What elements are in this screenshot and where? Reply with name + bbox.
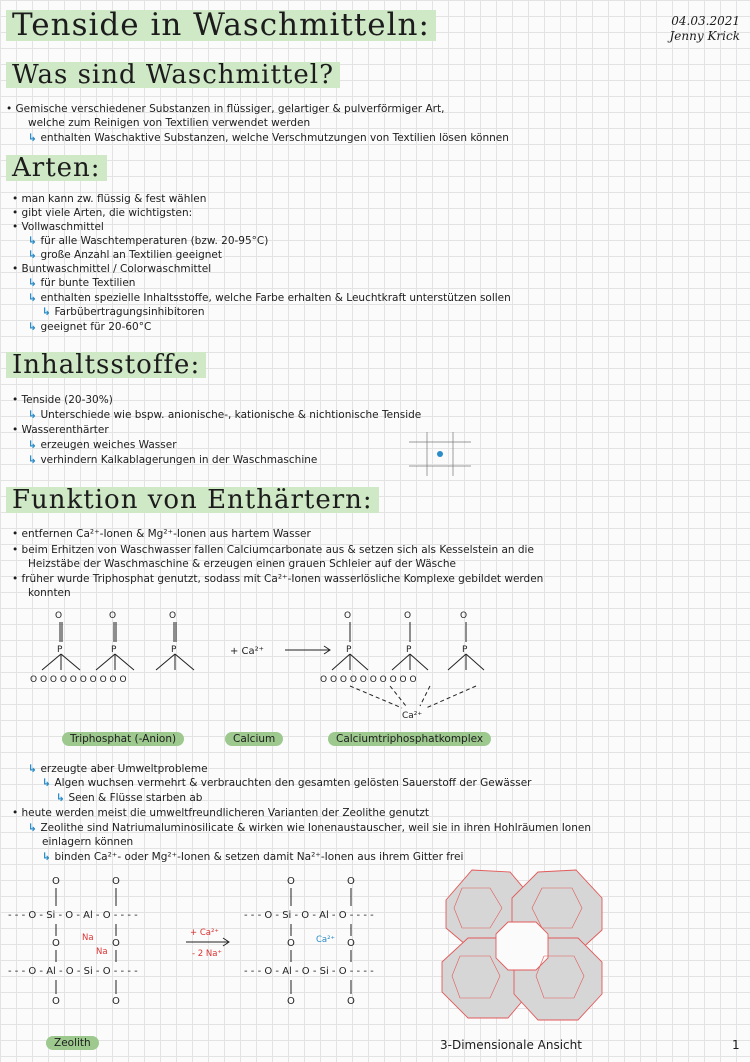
text-line: • Tenside (20-30%) <box>12 393 113 408</box>
svg-text:- - - O - Al - O - Si - O - -: - - - O - Al - O - Si - O - - - - <box>8 966 138 977</box>
text-line: • heute werden meist die umweltfreundlicheren Varianten der Zeolithe genutzt <box>12 806 429 821</box>
sodium-ion-label: Na <box>96 947 108 957</box>
text-line: ↳ Seen & Flüsse starben ab <box>56 791 202 806</box>
text-line: Heizstäbe der Waschmaschine & erzeugen einen grauen Schleier auf der Wäsche <box>28 558 456 570</box>
text-line: einlagern können <box>42 836 134 848</box>
zeolite-3d-illustration <box>432 858 612 1028</box>
date-block <box>630 14 740 44</box>
text-line: welche zum Reinigen von Textilien verwendet werden <box>28 117 311 129</box>
svg-text:- - - O - Si - O - Al - O - -: - - - O - Si - O - Al - O - - - - <box>8 910 138 921</box>
text-line: • Wasserenthärter <box>12 423 109 438</box>
page-title: Tenside in Waschmitteln: <box>6 10 436 41</box>
text-line: ↳ geeignet für 20-60°C <box>28 320 151 335</box>
svg-text:P: P <box>57 645 63 655</box>
calcium-ion-label: Ca²⁺ <box>316 935 336 945</box>
date: 04.03.2021 <box>671 14 740 28</box>
svg-text:O: O <box>52 996 60 1007</box>
svg-text:O: O <box>347 876 355 887</box>
svg-text:P: P <box>346 645 352 655</box>
label-calciumtriphosphatkomplex: Calciumtriphosphatkomplex <box>328 732 491 746</box>
text-line: ↳ enthalten Waschaktive Substanzen, welche Verschmutzungen von Textilien lösen können <box>28 131 509 146</box>
svg-text:- - - O - Si - O - Al - O - -: - - - O - Si - O - Al - O - - - - <box>244 910 374 921</box>
label-calcium: Calcium <box>225 732 283 746</box>
arrow-bottom-label: - 2 Na⁺ <box>192 949 222 959</box>
text-line: ↳ große Anzahl an Textilien geeignet <box>28 248 222 263</box>
text-line: • beim Erhitzen von Waschwasser fallen Calciumcarbonate aus & setzen sich als Kesselstein an die <box>12 543 534 558</box>
product-ion-label: Ca²⁺ <box>402 711 423 721</box>
text-line: ↳ erzeugte aber Umweltprobleme <box>28 762 208 777</box>
svg-text:O: O <box>287 996 295 1007</box>
svg-text:O: O <box>344 611 352 621</box>
text-line: ↳ verhindern Kalkablagerungen in der Waschmaschine <box>28 453 317 468</box>
svg-text:O O O O O O O O O O: O O O O O O O O O O <box>320 675 417 685</box>
svg-text:O O O O O O O O O O: O O O O O O O O O O <box>30 675 127 685</box>
text-line: • entfernen Ca²⁺-Ionen & Mg²⁺-Ionen aus hartem Wasser <box>12 527 311 542</box>
small-zeolite-sketch <box>405 428 475 480</box>
svg-text:O: O <box>52 938 60 949</box>
svg-text:O: O <box>169 611 177 621</box>
text-line: konnten <box>28 587 71 599</box>
text-line: ↳ Unterschiede wie bspw. anionische-, kationische & nichtionische Tenside <box>28 408 421 423</box>
label-triphosphat: Triphosphat (-Anion) <box>62 732 184 746</box>
label-3d-ansicht: 3-Dimensionale Ansicht <box>440 1038 582 1052</box>
svg-text:P: P <box>111 645 117 655</box>
heading-funktion-von-enthaertern: Funktion von Enthärtern: <box>6 487 379 513</box>
text-line: ↳ Algen wuchsen vermehrt & verbrauchten den gesamten gelösten Sauerstoff der Gewässer <box>42 776 531 791</box>
svg-text:O: O <box>404 611 412 621</box>
svg-text:O: O <box>109 611 117 621</box>
heading-was-sind-waschmittel: Was sind Waschmittel? <box>6 62 340 88</box>
heading-arten: Arten: <box>6 155 107 181</box>
svg-text:O: O <box>55 611 63 621</box>
label-zeolith: Zeolith <box>46 1036 99 1050</box>
svg-text:O: O <box>52 876 60 887</box>
heading-inhaltsstoffe: Inhaltsstoffe: <box>6 352 206 378</box>
text-line: • Buntwaschmittel / Colorwaschmittel <box>12 262 211 277</box>
svg-text:- - - O - Al - O - Si - O - -: - - - O - Al - O - Si - O - - - - <box>244 966 374 977</box>
text-line: ↳ binden Ca²⁺- oder Mg²⁺-Ionen & setzen damit Na²⁺-Ionen aus ihrem Gitter frei <box>42 850 463 865</box>
triphosphate-diagram <box>30 608 530 728</box>
text-line: ↳ Farbübertragungsinhibitoren <box>42 305 205 320</box>
svg-text:O: O <box>460 611 468 621</box>
svg-text:P: P <box>171 645 177 655</box>
svg-text:O: O <box>112 996 120 1007</box>
svg-text:O: O <box>287 876 295 887</box>
svg-text:O: O <box>347 996 355 1007</box>
zeolite-ion-exchange-diagram <box>4 870 424 1040</box>
arrow-top-label: + Ca²⁺ <box>190 928 219 938</box>
page-number: 1 <box>732 1038 740 1052</box>
text-line: ↳ für bunte Textilien <box>28 276 135 291</box>
text-line: • gibt viele Arten, die wichtigsten: <box>12 206 192 221</box>
text-line: ↳ erzeugen weiches Wasser <box>28 438 177 453</box>
reagent-label: + Ca²⁺ <box>230 646 264 657</box>
text-line: • Vollwaschmittel <box>12 220 104 235</box>
text-line: ↳ enthalten spezielle Inhaltsstoffe, welche Farbe erhalten & Leuchtkraft unterstützen sollen <box>28 291 511 306</box>
svg-text:P: P <box>462 645 468 655</box>
svg-text:O: O <box>112 938 120 949</box>
svg-text:O: O <box>347 938 355 949</box>
svg-text:P: P <box>406 645 412 655</box>
text-line: ↳ Zeolithe sind Natriumaluminosilicate & wirken wie Ionenaustauscher, weil sie in ihren Hohlräumen Ionen <box>28 821 591 836</box>
svg-text:O: O <box>287 938 295 949</box>
text-line: • Gemische verschiedener Substanzen in flüssiger, gelartiger & pulverförmiger Art, <box>6 102 444 117</box>
author: Jenny Krick <box>669 29 740 43</box>
text-line: • früher wurde Triphosphat genutzt, sodass mit Ca²⁺-Ionen wasserlösliche Komplexe gebildet werden <box>12 572 543 587</box>
sodium-ion-label: Na <box>82 933 94 943</box>
text-line: • man kann zw. flüssig & fest wählen <box>12 192 206 207</box>
svg-text:O: O <box>112 876 120 887</box>
text-line: ↳ für alle Waschtemperaturen (bzw. 20-95°C) <box>28 234 268 249</box>
